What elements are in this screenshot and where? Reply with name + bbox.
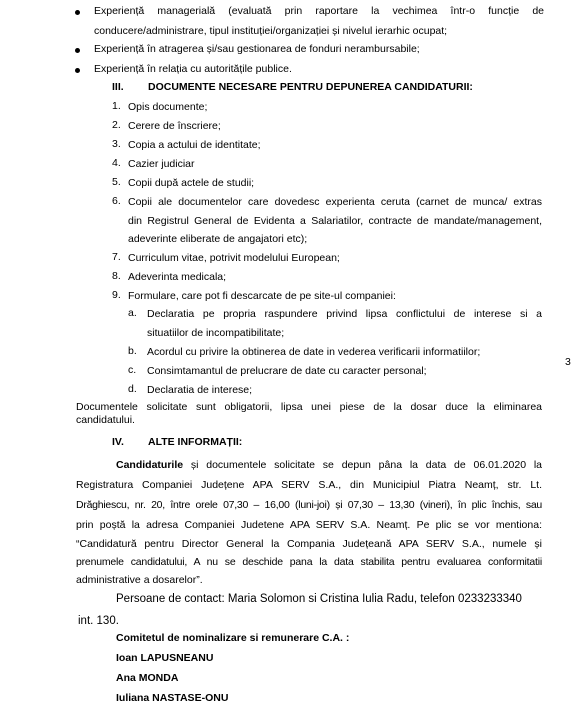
bullet-dot-icon	[75, 10, 80, 15]
section-4-number: IV.	[112, 436, 124, 448]
section-3-title: DOCUMENTE NECESARE PENTRU DEPUNEREA CANDIDATURII:	[148, 81, 473, 93]
list-item: Curriculum vitae, potrivit modelului European;	[128, 252, 340, 264]
subitem-letter: b.	[128, 345, 137, 357]
para-line7: administrative a dosarelor”.	[76, 574, 203, 586]
list-item: Opis documente;	[128, 101, 208, 113]
subitem: Acordul cu privire la obtinerea de date in vederea verificarii informatiilor;	[147, 346, 481, 358]
list-item-line: adeverinte eliberate de angajatori etc);	[128, 233, 308, 245]
subitem-line: situatiilor de incompatibilitate;	[147, 327, 285, 339]
signatory-name: Ioan LAPUSNEANU	[116, 652, 214, 664]
subitem-letter: c.	[128, 364, 137, 376]
list-item-line: din Registrul General de Evidenta a Salariatilor, contracte de mandate/management,	[128, 215, 542, 227]
item-number: 3.	[112, 138, 121, 150]
para-line3: Drăghiescu, nr. 20, între orele 07,30 – 16,00 (luni-joi) și 07,30 – 13,30 (vineri), în plic închis, sau	[76, 499, 542, 511]
signatory-name: Iuliana NASTASE-ONU	[116, 692, 229, 704]
list-item: Adeverinta medicala;	[128, 271, 227, 283]
para-line5: “Candidatură pentru Director General la Compania Județeană APA SERV S.A., numele și	[76, 538, 542, 550]
item-number: 4.	[112, 157, 121, 169]
para-line4: prin poștă la adresa Companiei Judetene APA SERV S.A. Neamț. Pe plic se vor mentiona:	[76, 519, 542, 531]
para-line2: Registratura Companiei Județene APA SERV S.A., din Municipiul Piatra Neamț, str. Lt.	[76, 479, 542, 491]
page-number: 3	[565, 356, 571, 368]
section-3-number: III.	[112, 81, 124, 93]
contact-line2: int. 130.	[78, 615, 119, 627]
item-number: 5.	[112, 176, 121, 188]
item-number: 2.	[112, 119, 121, 131]
item-number: 1.	[112, 100, 121, 112]
para-line1-rest: și documentele solicitate se depun pâna la data de 06.01.2020 la	[183, 459, 542, 471]
bullet-1-line1: Experiență managerială (evaluată prin raportare la vechimea într-o funcție de	[94, 5, 544, 17]
contact-line1: Persoane de contact: Maria Solomon si Cristina Iulia Radu, telefon 0233233340	[116, 593, 522, 605]
note-line2: candidatului.	[76, 414, 135, 426]
committee-title: Comitetul de nominalizare si remunerare C.A. :	[116, 632, 350, 644]
note-line1: Documentele solicitate sunt obligatorii, lipsa unei piese de la dosar duce la eliminarea	[76, 401, 542, 413]
list-item: Cerere de înscriere;	[128, 120, 221, 132]
item-number: 7.	[112, 251, 121, 263]
section-4-title: ALTE INFORMAȚII:	[148, 436, 243, 448]
subitem-letter: a.	[128, 307, 137, 319]
subitem-line: Declaratia pe propria raspundere privind lipsa conflictului de interese si a	[147, 308, 542, 320]
bullet-2-text: Experiență în atragerea și/sau gestionarea de fonduri nerambursabile;	[94, 43, 420, 55]
list-item: Copia a actului de identitate;	[128, 139, 261, 151]
para-line1	[116, 456, 542, 474]
para-line6: prenumele candidatului, A nu se deschide pana la data stabilita pentru evaluarea conformitatii	[76, 556, 542, 568]
bullet-dot-icon	[75, 48, 80, 53]
list-item: Cazier judiciar	[128, 158, 195, 170]
bullet-dot-icon	[75, 68, 80, 73]
para-bold-start: Candidaturile	[116, 459, 184, 471]
item-number: 9.	[112, 289, 121, 301]
subitem: Consimtamantul de prelucrare de date cu caracter personal;	[147, 365, 427, 377]
item-number: 6.	[112, 195, 121, 207]
subitem: Declaratia de interese;	[147, 384, 253, 396]
bullet-3-text: Experiență în relația cu autoritățile publice.	[94, 63, 292, 75]
list-item: Formulare, care pot fi descarcate de pe site-ul companiei:	[128, 290, 396, 302]
subitem-letter: d.	[128, 383, 137, 395]
bullet-1-line2: conducere/administrare, tipul instituției/organizației și nivelul ierarhic ocupat;	[94, 25, 448, 37]
item-number: 8.	[112, 270, 121, 282]
list-item-line: Copii ale documentelor care dovedesc experienta ceruta (carnet de munca/ extras	[128, 196, 542, 208]
list-item: Copii după actele de studii;	[128, 177, 255, 189]
signatory-name: Ana MONDA	[116, 672, 179, 684]
